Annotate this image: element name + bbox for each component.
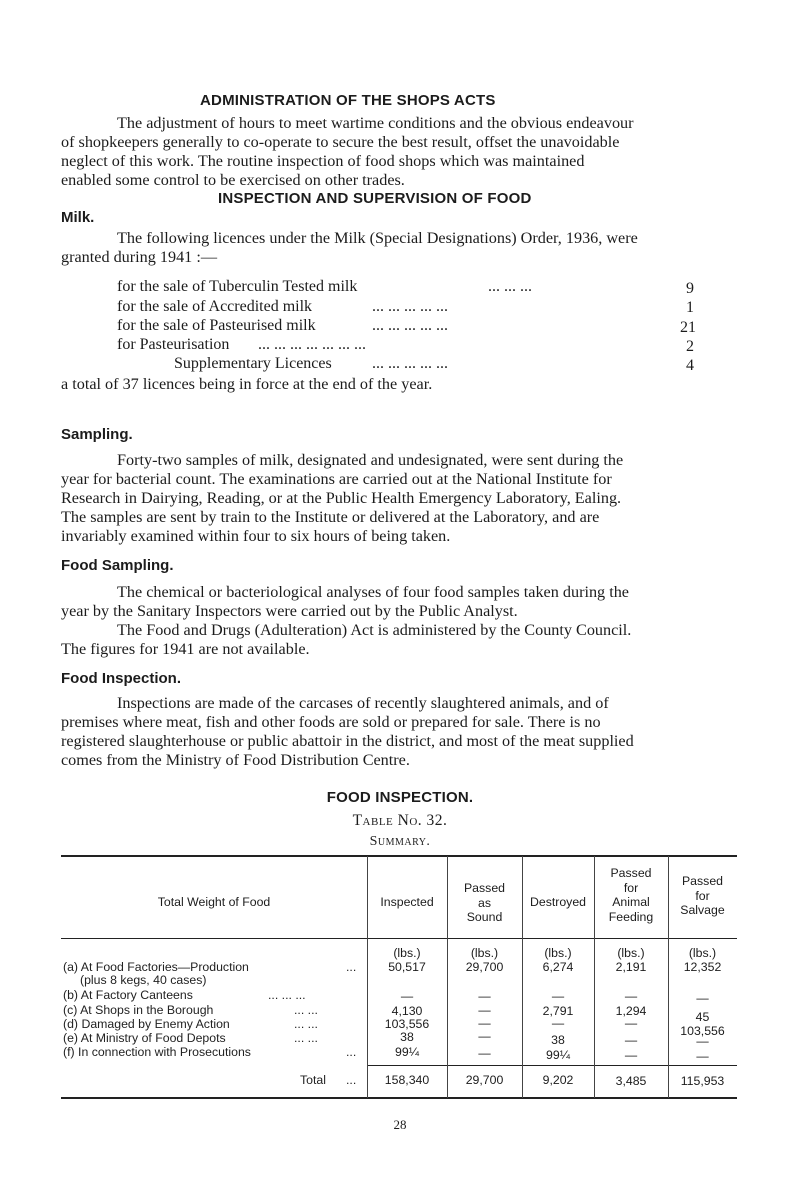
food-section-heading: INSPECTION AND SUPERVISION OF FOOD bbox=[218, 190, 532, 207]
table-row-dots: ... ... bbox=[294, 1017, 318, 1031]
table-number: Table No. 32. bbox=[352, 812, 448, 829]
cell-destroyed: 99¼ bbox=[546, 1048, 570, 1062]
licence-value: 2 bbox=[686, 338, 694, 355]
table-row-dots: ... bbox=[346, 960, 357, 974]
sampling-line: invariably examined within four to six hours of being taken. bbox=[61, 527, 451, 545]
intro-paragraph bbox=[61, 114, 634, 190]
cell-destroyed: 6,274 bbox=[542, 960, 574, 974]
table-top-rule bbox=[61, 855, 737, 857]
intro-line: The adjustment of hours to meet wartime conditions and the obvious endeavour bbox=[117, 114, 634, 132]
food-sampling-line: The Food and Drugs (Adulteration) Act is administered by the County Council. bbox=[117, 621, 632, 639]
cell-animal: 2,191 bbox=[615, 960, 647, 974]
cell-inspected: 4,130 bbox=[391, 1004, 423, 1018]
food-inspection-line: Inspections are made of the carcases of recently slaughtered animals, and of bbox=[117, 694, 609, 712]
food-inspection-heading: Food Inspection. bbox=[61, 670, 181, 687]
total-salvage: 115,953 bbox=[680, 1074, 725, 1088]
table-row-dots: ... ... ... bbox=[268, 988, 306, 1002]
cell-inspected: — bbox=[400, 989, 414, 1003]
table-total-rule bbox=[367, 1065, 737, 1066]
intro-line: enabled some control to be exercised on other trades. bbox=[61, 171, 405, 189]
cell-destroyed: — bbox=[551, 989, 565, 1003]
table-row-dots: ... ... bbox=[294, 1031, 318, 1045]
table-heading: FOOD INSPECTION. bbox=[326, 789, 474, 806]
table-row-label: (f) In connection with Prosecutions bbox=[63, 1045, 251, 1059]
total-label: Total bbox=[300, 1073, 326, 1087]
unit-label: (lbs.) bbox=[544, 946, 572, 960]
licence-item: for the sale of Pasteurised milk bbox=[117, 317, 316, 334]
cell-salvage: 103,556 bbox=[680, 1024, 725, 1038]
cell-sound: — bbox=[478, 1016, 491, 1030]
cell-animal: 1,294 bbox=[615, 1004, 647, 1018]
cell-sound: — bbox=[478, 1003, 491, 1017]
table-row-dots: ... bbox=[346, 1045, 357, 1059]
licence-total-line: a total of 37 licences being in force at the end of the year. bbox=[61, 375, 433, 393]
licence-dots: ... ... ... ... ... bbox=[372, 355, 448, 372]
intro-line: of shopkeepers generally to co-operate to secure the best result, offset the unavoidable bbox=[61, 133, 620, 151]
cell-inspected: 103,556 bbox=[384, 1017, 430, 1031]
food-inspection-line: premises where meat, fish and other foods are sold or prepared for sale. There is no bbox=[61, 713, 601, 731]
milk-paragraph bbox=[61, 229, 638, 267]
cell-salvage: — bbox=[696, 1034, 709, 1048]
cell-sound: 29,700 bbox=[465, 960, 504, 974]
table-row-label: (b) At Factory Canteens bbox=[63, 988, 193, 1002]
header-inspected: Inspected bbox=[380, 895, 434, 909]
total-destroyed: 9,202 bbox=[542, 1073, 574, 1087]
sampling-paragraph bbox=[61, 451, 623, 546]
cell-salvage: — bbox=[696, 991, 709, 1005]
header-destroyed: Destroyed bbox=[529, 895, 587, 909]
licence-value: 21 bbox=[680, 319, 696, 336]
table-caption: Summary. bbox=[369, 834, 431, 849]
milk-heading: Milk. bbox=[61, 209, 95, 226]
table-row-label: (a) At Food Factories—Production bbox=[63, 960, 249, 974]
page-number: 28 bbox=[393, 1117, 407, 1132]
cell-salvage: 45 bbox=[695, 1010, 710, 1024]
total-animal: 3,485 bbox=[615, 1074, 647, 1088]
cell-destroyed: — bbox=[551, 1016, 565, 1030]
header-total-weight: Total Weight of Food bbox=[157, 895, 271, 909]
cell-sound: — bbox=[478, 1029, 491, 1043]
cell-animal: — bbox=[624, 1048, 638, 1062]
food-sampling-paragraph bbox=[61, 583, 631, 659]
unit-label: (lbs.) bbox=[470, 946, 499, 960]
food-inspection-line: registered slaughterhouse or public abattoir in the district, and most of the meat supplied bbox=[61, 732, 634, 750]
sampling-line: year for bacterial count. The examinations are carried out at the National Institute for bbox=[61, 470, 612, 488]
licence-item: for the sale of Accredited milk bbox=[117, 298, 313, 315]
table-row-label-cont: (plus 8 kegs, 40 cases) bbox=[80, 973, 207, 987]
food-sampling-heading: Food Sampling. bbox=[61, 557, 174, 574]
cell-destroyed: 38 bbox=[551, 1033, 565, 1047]
total-sound: 29,700 bbox=[465, 1073, 504, 1087]
food-sampling-line: The chemical or bacteriological analyses of four food samples taken during the bbox=[117, 583, 629, 601]
licence-dots: ... ... ... ... ... bbox=[372, 298, 448, 315]
total-inspected: 158,340 bbox=[384, 1073, 430, 1087]
licence-value: 1 bbox=[686, 299, 694, 316]
licence-item: for Pasteurisation bbox=[117, 336, 230, 353]
column-divider bbox=[367, 856, 368, 1098]
cell-inspected: 38 bbox=[400, 1030, 414, 1044]
intro-line: neglect of this work. The routine inspection of food shops which was maintained bbox=[61, 152, 585, 170]
licence-dots: ... ... ... ... ... ... ... bbox=[258, 336, 366, 353]
cell-animal: — bbox=[624, 1016, 638, 1030]
unit-label: (lbs.) bbox=[688, 946, 717, 960]
unit-label: (lbs.) bbox=[617, 946, 645, 960]
sampling-heading: Sampling. bbox=[61, 426, 133, 443]
cell-inspected: 99¼ bbox=[395, 1045, 419, 1059]
milk-line: The following licences under the Milk (Special Designations) Order, 1936, were bbox=[117, 229, 638, 247]
food-sampling-line: year by the Sanitary Inspectors were carried out by the Public Analyst. bbox=[61, 602, 518, 620]
total-dots: ... bbox=[346, 1073, 357, 1087]
licence-value: 9 bbox=[686, 280, 694, 297]
unit-label: (lbs.) bbox=[393, 946, 421, 960]
header-passed-animal: Passed for Animal Feeding bbox=[608, 866, 654, 924]
table-row-dots: ... ... bbox=[294, 1003, 318, 1017]
food-inspection-line: comes from the Ministry of Food Distribution Centre. bbox=[61, 751, 410, 769]
licence-value: 4 bbox=[686, 357, 694, 374]
cell-inspected: 50,517 bbox=[388, 960, 426, 974]
sampling-line: Forty-two samples of milk, designated and undesignated, were sent during the bbox=[117, 451, 624, 469]
header-passed-salvage: Passed for Salvage bbox=[680, 874, 725, 917]
cell-animal: — bbox=[624, 989, 638, 1003]
table-bottom-rule bbox=[61, 1097, 737, 1099]
cell-sound: — bbox=[478, 989, 491, 1003]
licence-dots: ... ... ... bbox=[488, 278, 532, 295]
cell-animal: — bbox=[624, 1033, 638, 1047]
cell-destroyed: 2,791 bbox=[542, 1004, 574, 1018]
page-title: ADMINISTRATION OF THE SHOPS ACTS bbox=[200, 92, 496, 109]
table-header-rule bbox=[61, 938, 737, 939]
table-row-label: (c) At Shops in the Borough bbox=[63, 1003, 214, 1017]
table-row-label: (e) At Ministry of Food Depots bbox=[63, 1031, 226, 1045]
sampling-line: Research in Dairying, Reading, or at the Public Health Emergency Laboratory, Ealing. bbox=[61, 489, 622, 507]
cell-salvage: — bbox=[696, 1049, 709, 1063]
cell-salvage: 12,352 bbox=[683, 960, 722, 974]
table-row-label: (d) Damaged by Enemy Action bbox=[63, 1017, 230, 1031]
licence-dots: ... ... ... ... ... bbox=[372, 317, 448, 334]
milk-line: granted during 1941 :— bbox=[61, 248, 218, 266]
licence-item: Supplementary Licences bbox=[174, 355, 332, 372]
food-sampling-line: The figures for 1941 are not available. bbox=[61, 640, 310, 658]
header-passed-sound: Passed as Sound bbox=[463, 881, 505, 924]
sampling-line: The samples are sent by train to the Institute or delivered at the Laboratory, and are bbox=[61, 508, 600, 526]
licence-item: for the sale of Tuberculin Tested milk bbox=[117, 278, 358, 295]
food-inspection-paragraph bbox=[61, 694, 634, 770]
cell-sound: — bbox=[478, 1046, 491, 1060]
